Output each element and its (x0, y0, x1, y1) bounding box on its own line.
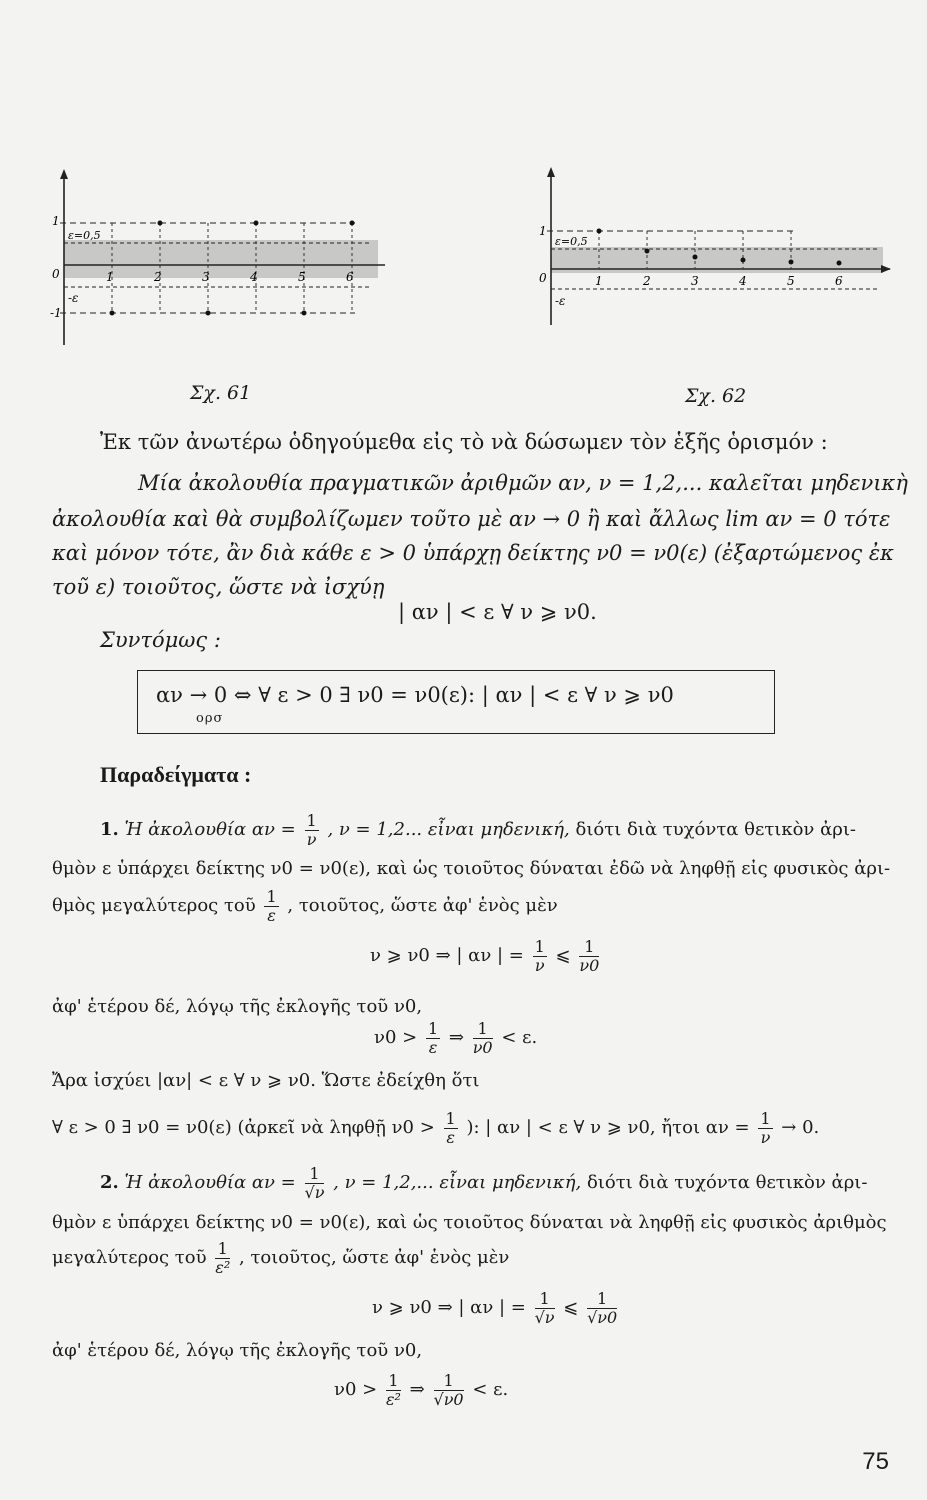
equation-part: ν ⩾ ν0 ⇒ | αν | = (370, 945, 524, 967)
example1-line-5: Ἄρα ἰσχύει |αν| < ε ∀ ν ⩾ ν0. Ὥστε ἐδείχθη ὅτι (52, 1070, 480, 1091)
fig62-neg-eps: -ε (555, 294, 566, 308)
example2-reason: διότι διὰ τυχόντα θετικὸν ἀρι- (586, 1172, 868, 1194)
fraction: $\frac{1}{\varepsilon}$ (427, 1019, 439, 1057)
fig62-tick: 1 (595, 274, 603, 288)
fraction: $\frac{1}{\nu}$ (760, 1109, 771, 1147)
example1-number: 1. (100, 819, 119, 841)
equation-part: < ε. (472, 1379, 509, 1401)
definition-line-1: Μία ἀκολουθία πραγματικῶν ἀριθμῶν αν, ν = 1,2,... καλεῖται μηδενικὴ (138, 471, 908, 495)
example2-line-4: ἀφ' ἑτέρου δέ, λόγῳ τῆς ἐκλογῆς τοῦ ν0, (52, 1340, 423, 1361)
fig61-tick: 2 (154, 270, 162, 284)
example1-line-1 (100, 812, 856, 848)
fig61-tick: 3 (202, 270, 210, 284)
example2-claim: εἶναι μηδενική, (439, 1172, 582, 1194)
example1-line-2: θμὸν ε ὑπάρχει δείκτης ν0 = ν0(ε), καὶ ὡς τοιοῦτος δύναται ἐδῶ νὰ ληφθῇ εἰς φυσικὸς ἀρι- (52, 858, 891, 879)
fig62-tick: 4 (739, 274, 747, 288)
examples-heading: Παραδείγματα : (100, 762, 252, 787)
point-2 (645, 249, 650, 254)
equation-part: ⩽ (555, 945, 571, 967)
figure-61-caption: Σχ. 61 (190, 382, 252, 404)
fraction: $\frac{1}{\nu 0}$ (472, 1019, 493, 1057)
fig61-origin: 0 (52, 267, 60, 281)
example1-reason: διότι διὰ τυχόντα θετικὸν ἀρι- (575, 819, 856, 841)
example2-text: , τοιοῦτος, ὥστε ἀφ' ἑνὸς μὲν (239, 1247, 510, 1269)
fig62-tick: 5 (787, 274, 795, 288)
boxed-formula-under: ορσ (196, 711, 224, 726)
equation-part: ν ⩾ ν0 ⇒ | αν | = (372, 1297, 526, 1319)
fraction: $\frac{1}{√\nu 0}$ (587, 1289, 618, 1327)
fraction: $\frac{1}{√\nu}$ (534, 1289, 555, 1327)
fig61-tick: 4 (250, 270, 258, 284)
example2-line-2: θμὸν ε ὑπάρχει δείκτης ν0 = ν0(ε), καὶ ὡς τοιοῦτος δύναται νὰ ληφθῇ εἰς φυσικὸς ἀριθμὸς (52, 1212, 887, 1233)
boxed-formula: αν → 0 ⇔ ∀ ε > 0 ∃ ν0 = ν0(ε): | αν | < ε ∀ ν ⩾ ν0 (156, 683, 674, 707)
fraction: $\frac{1}{\varepsilon}$ (445, 1109, 456, 1147)
page-number: 75 (862, 1448, 889, 1475)
fraction: $\frac{1}{\varepsilon}$ (266, 887, 277, 925)
figure-62-caption: Σχ. 62 (685, 385, 747, 407)
fraction: $\frac{1}{\nu}$ (534, 937, 545, 975)
example1-intro: Ἡ ἀκολουθία αν = (124, 819, 296, 841)
fig61-tick: 5 (298, 270, 306, 284)
example1-claim: εἶναι μηδενική, (427, 819, 570, 841)
brief-label: Συντόμως : (100, 628, 221, 652)
example2-equation-2 (334, 1372, 508, 1408)
fig61-neg-eps: -ε (68, 291, 79, 305)
example1-text: , τοιοῦτος, ὥστε ἀφ' ἑνὸς μὲν (287, 895, 558, 917)
equation-part: ν0 > (374, 1027, 418, 1049)
example2-range: , ν = 1,2,... (333, 1172, 434, 1194)
fraction: $\frac{1}{\nu 0}$ (579, 937, 600, 975)
example2-line-1 (100, 1165, 867, 1201)
equation-part: ⇒ (409, 1379, 425, 1401)
point-3 (693, 255, 698, 260)
fig61-y-one: 1 (52, 214, 60, 228)
fraction: $\frac{1}{\text{ε²}}$ (385, 1371, 401, 1409)
point-5 (302, 311, 307, 316)
point-4 (741, 258, 746, 263)
fig61-eps-label: ε=0,5 (68, 229, 101, 242)
equation-part: < ε. (501, 1027, 538, 1049)
fraction: $\frac{1}{\nu}$ (306, 811, 317, 849)
conclusion-part: ∀ ε > 0 ∃ ν0 = ν0(ε) (ἀρκεῖ νὰ ληφθῇ ν0 > (52, 1117, 435, 1139)
fig62-origin: 0 (539, 271, 547, 285)
point-2 (158, 221, 163, 226)
example1-equation-1 (370, 938, 602, 974)
example2-equation-1 (372, 1290, 620, 1326)
figure-61-plot (50, 165, 390, 350)
point-5 (789, 260, 794, 265)
example1-line-3 (52, 888, 558, 924)
example1-text: θμὸς μεγαλύτερος τοῦ (52, 895, 256, 917)
example2-text: μεγαλύτερος τοῦ (52, 1247, 207, 1269)
point-1 (597, 229, 602, 234)
definition-line-4: τοῦ ε) τοιοῦτος, ὥστε νὰ ἰσχύῃ (52, 575, 385, 599)
fig62-y-one: 1 (539, 224, 547, 238)
equation-part: ⇒ (448, 1027, 464, 1049)
point-3 (206, 311, 211, 316)
figure-62 (535, 165, 895, 330)
example1-equation-2 (374, 1020, 537, 1056)
conclusion-part: → 0. (781, 1117, 820, 1139)
point-1 (110, 311, 115, 316)
fig61-y-minus-one: -1 (50, 306, 62, 320)
example1-conclusion (52, 1110, 819, 1146)
point-4 (254, 221, 259, 226)
fig62-eps-label: ε=0,5 (555, 235, 588, 248)
figure-62-plot (535, 165, 895, 330)
conclusion-part: ): | αν | < ε ∀ ν ⩾ ν0, ἤτοι αν = (466, 1117, 750, 1139)
fraction: $\frac{1}{√\nu}$ (304, 1164, 325, 1202)
fraction: $\frac{1}{√\nu 0}$ (433, 1371, 464, 1409)
example2-intro: Ἡ ἀκολουθία αν = (124, 1172, 296, 1194)
example2-number: 2. (100, 1172, 119, 1194)
figure-61 (50, 165, 390, 350)
fig62-tick: 3 (691, 274, 699, 288)
definition-line-3: καὶ μόνον τότε, ἂν διὰ κάθε ε > 0 ὑπάρχῃ δείκτης ν0 = ν0(ε) (ἐξαρτώμενος ἐκ (52, 541, 894, 565)
example1-range: , ν = 1,2... (327, 819, 423, 841)
fig61-tick: 1 (106, 270, 114, 284)
point-6 (350, 221, 355, 226)
definition-box (137, 670, 775, 734)
intro-paragraph: Ἐκ τῶν ἀνωτέρω ὁδηγούμεθα εἰς τὸ νὰ δώσωμεν τὸν ἑξῆς ὁρισμόν : (100, 430, 828, 454)
fraction: $\frac{1}{\text{ε²}}$ (215, 1239, 231, 1277)
fig62-tick: 2 (643, 274, 651, 288)
definition-condition: | αν | < ε ∀ ν ⩾ ν0. (398, 600, 597, 624)
fig61-tick: 6 (346, 270, 354, 284)
definition-line-2: ἀκολουθία καὶ θὰ συμβολίζωμεν τοῦτο μὲ αν → 0 ἢ καὶ ἄλλως lim αν = 0 τότε (52, 507, 891, 531)
equation-part: ν0 > (334, 1379, 378, 1401)
equation-part: ⩽ (563, 1297, 579, 1319)
fig62-tick: 6 (835, 274, 843, 288)
example2-line-3 (52, 1240, 509, 1276)
point-6 (837, 261, 842, 266)
example1-line-4: ἀφ' ἑτέρου δέ, λόγῳ τῆς ἐκλογῆς τοῦ ν0, (52, 996, 423, 1017)
